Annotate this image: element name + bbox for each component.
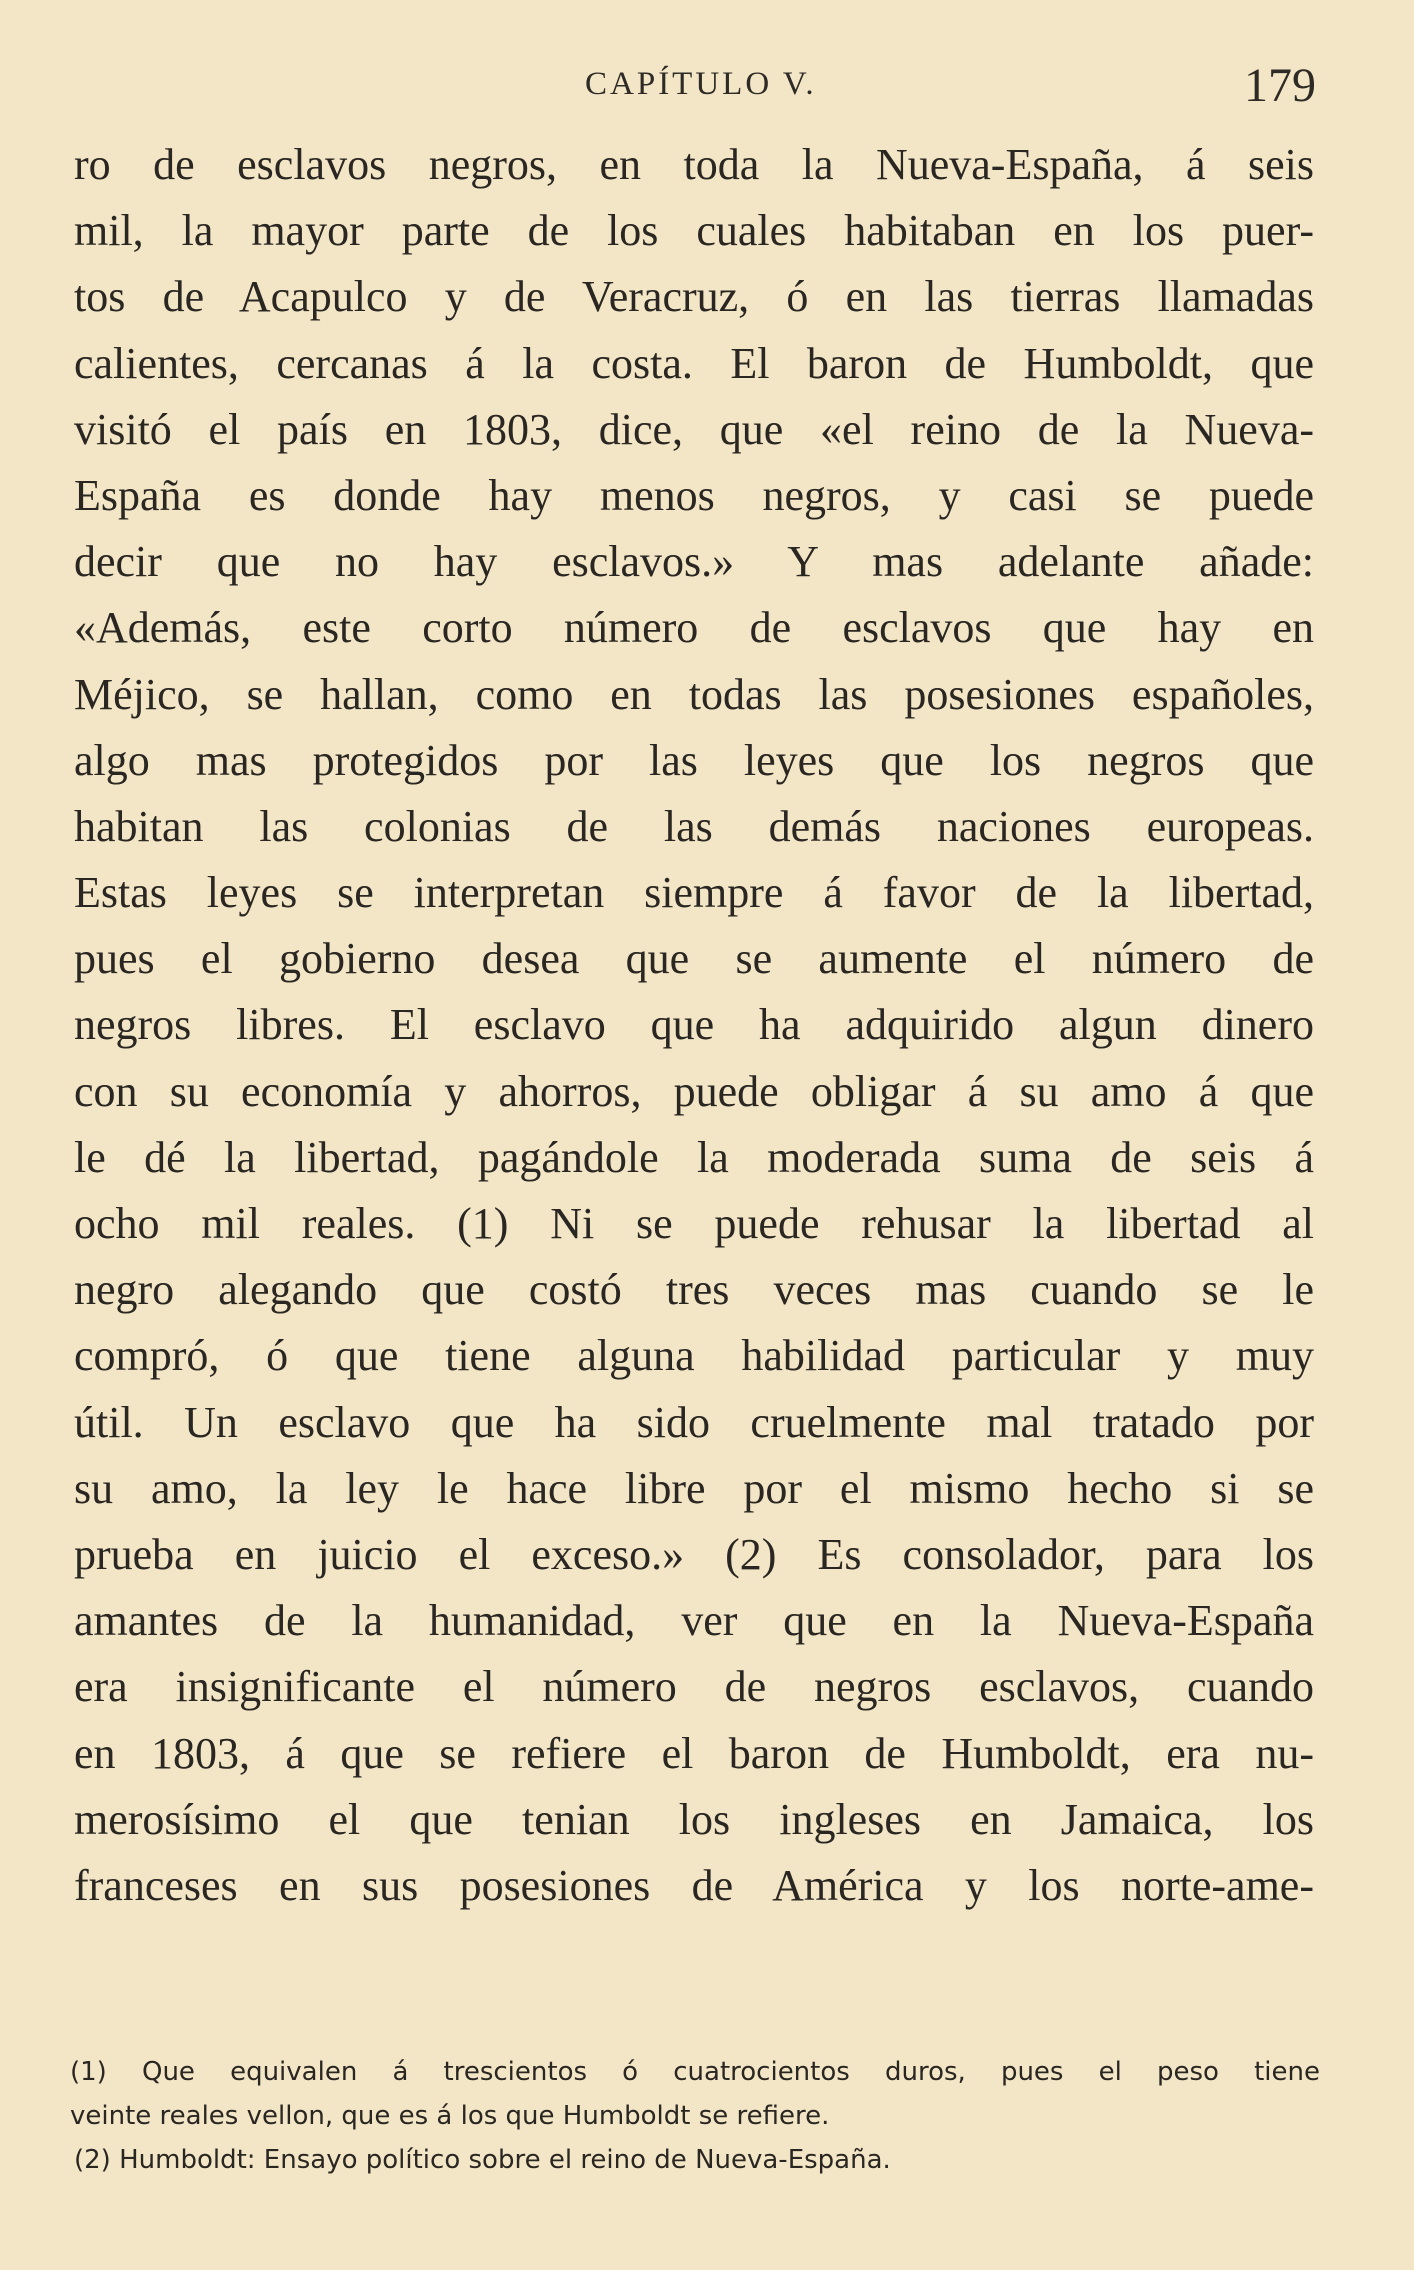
text-line: calientes, cercanas á la costa. El baron de Humboldt, que — [74, 338, 1314, 388]
text-line: con su economía y ahorros, puede obligar á su amo á que — [74, 1066, 1314, 1116]
text-line: decir que no hay esclavos.» Y mas adelante añade: — [74, 537, 1314, 587]
text-line: algo mas protegidos por las leyes que los negros que — [74, 735, 1314, 785]
text-line: mil, la mayor parte de los cuales habitaban en los puer- — [74, 206, 1314, 256]
chapter-title: CAPÍTULO V. — [585, 66, 817, 102]
text-line: ocho mil reales. (1) Ni se puede rehusar la libertad al — [74, 1199, 1314, 1248]
footnotes — [70, 2050, 1320, 2182]
text-line: pues el gobierno desea que se aumente el número de — [74, 934, 1314, 984]
footnote-1: (1) Que equivalen á trescientos ó cuatrocientos duros, pues el peso tiene — [70, 2057, 1320, 2087]
body-text — [74, 132, 1314, 1919]
text-line: prueba en juicio el exceso.» (2) Es consolador, para los — [74, 1529, 1314, 1579]
text-line: su amo, la ley le hace libre por el mismo hecho si se — [74, 1463, 1314, 1513]
text-line: negros libres. El esclavo que ha adquirido algun dinero — [74, 1000, 1314, 1050]
text-line: España es donde hay menos negros, y casi se puede — [74, 470, 1314, 520]
footnote-1-continuation: veinte reales vellon, que es á los que Humboldt se refiere. — [70, 2101, 830, 2131]
text-line: negro alegando que costó tres veces mas cuando se le — [74, 1265, 1314, 1315]
text-line: era insignificante el número de negros esclavos, cuando — [74, 1662, 1314, 1712]
text-line: Estas leyes se interpretan siempre á favor de la libertad, — [74, 868, 1314, 918]
text-line: útil. Un esclavo que ha sido cruelmente mal tratado por — [74, 1397, 1314, 1447]
text-line: visitó el país en 1803, dice, que «el reino de la Nueva- — [74, 404, 1314, 454]
text-line: franceses en sus posesiones de América y los norte-ame- — [74, 1860, 1314, 1910]
text-line: habitan las colonias de las demás naciones europeas. — [74, 801, 1314, 851]
text-line: merosísimo el que tenian los ingleses en Jamaica, los — [74, 1794, 1314, 1844]
running-head — [0, 58, 1414, 118]
text-line: compró, ó que tiene alguna habilidad particular y muy — [74, 1331, 1314, 1381]
text-line: amantes de la humanidad, ver que en la Nueva-España — [74, 1596, 1314, 1646]
text-line: tos de Acapulco y de Veracruz, ó en las tierras llamadas — [74, 272, 1314, 322]
page-number: 179 — [1244, 59, 1316, 112]
footnote-2: (2) Humboldt: Ensayo político sobre el reino de Nueva-España. — [74, 2145, 891, 2175]
text-line: en 1803, á que se refiere el baron de Humboldt, era nu- — [74, 1728, 1314, 1778]
text-line: Méjico, se hallan, como en todas las posesiones españoles, — [74, 669, 1314, 719]
text-line: le dé la libertad, pagándole la moderada suma de seis á — [74, 1132, 1314, 1182]
text-line: ro de esclavos negros, en toda la Nueva-España, á seis — [74, 140, 1314, 189]
text-line: «Además, este corto número de esclavos que hay en — [74, 603, 1314, 653]
